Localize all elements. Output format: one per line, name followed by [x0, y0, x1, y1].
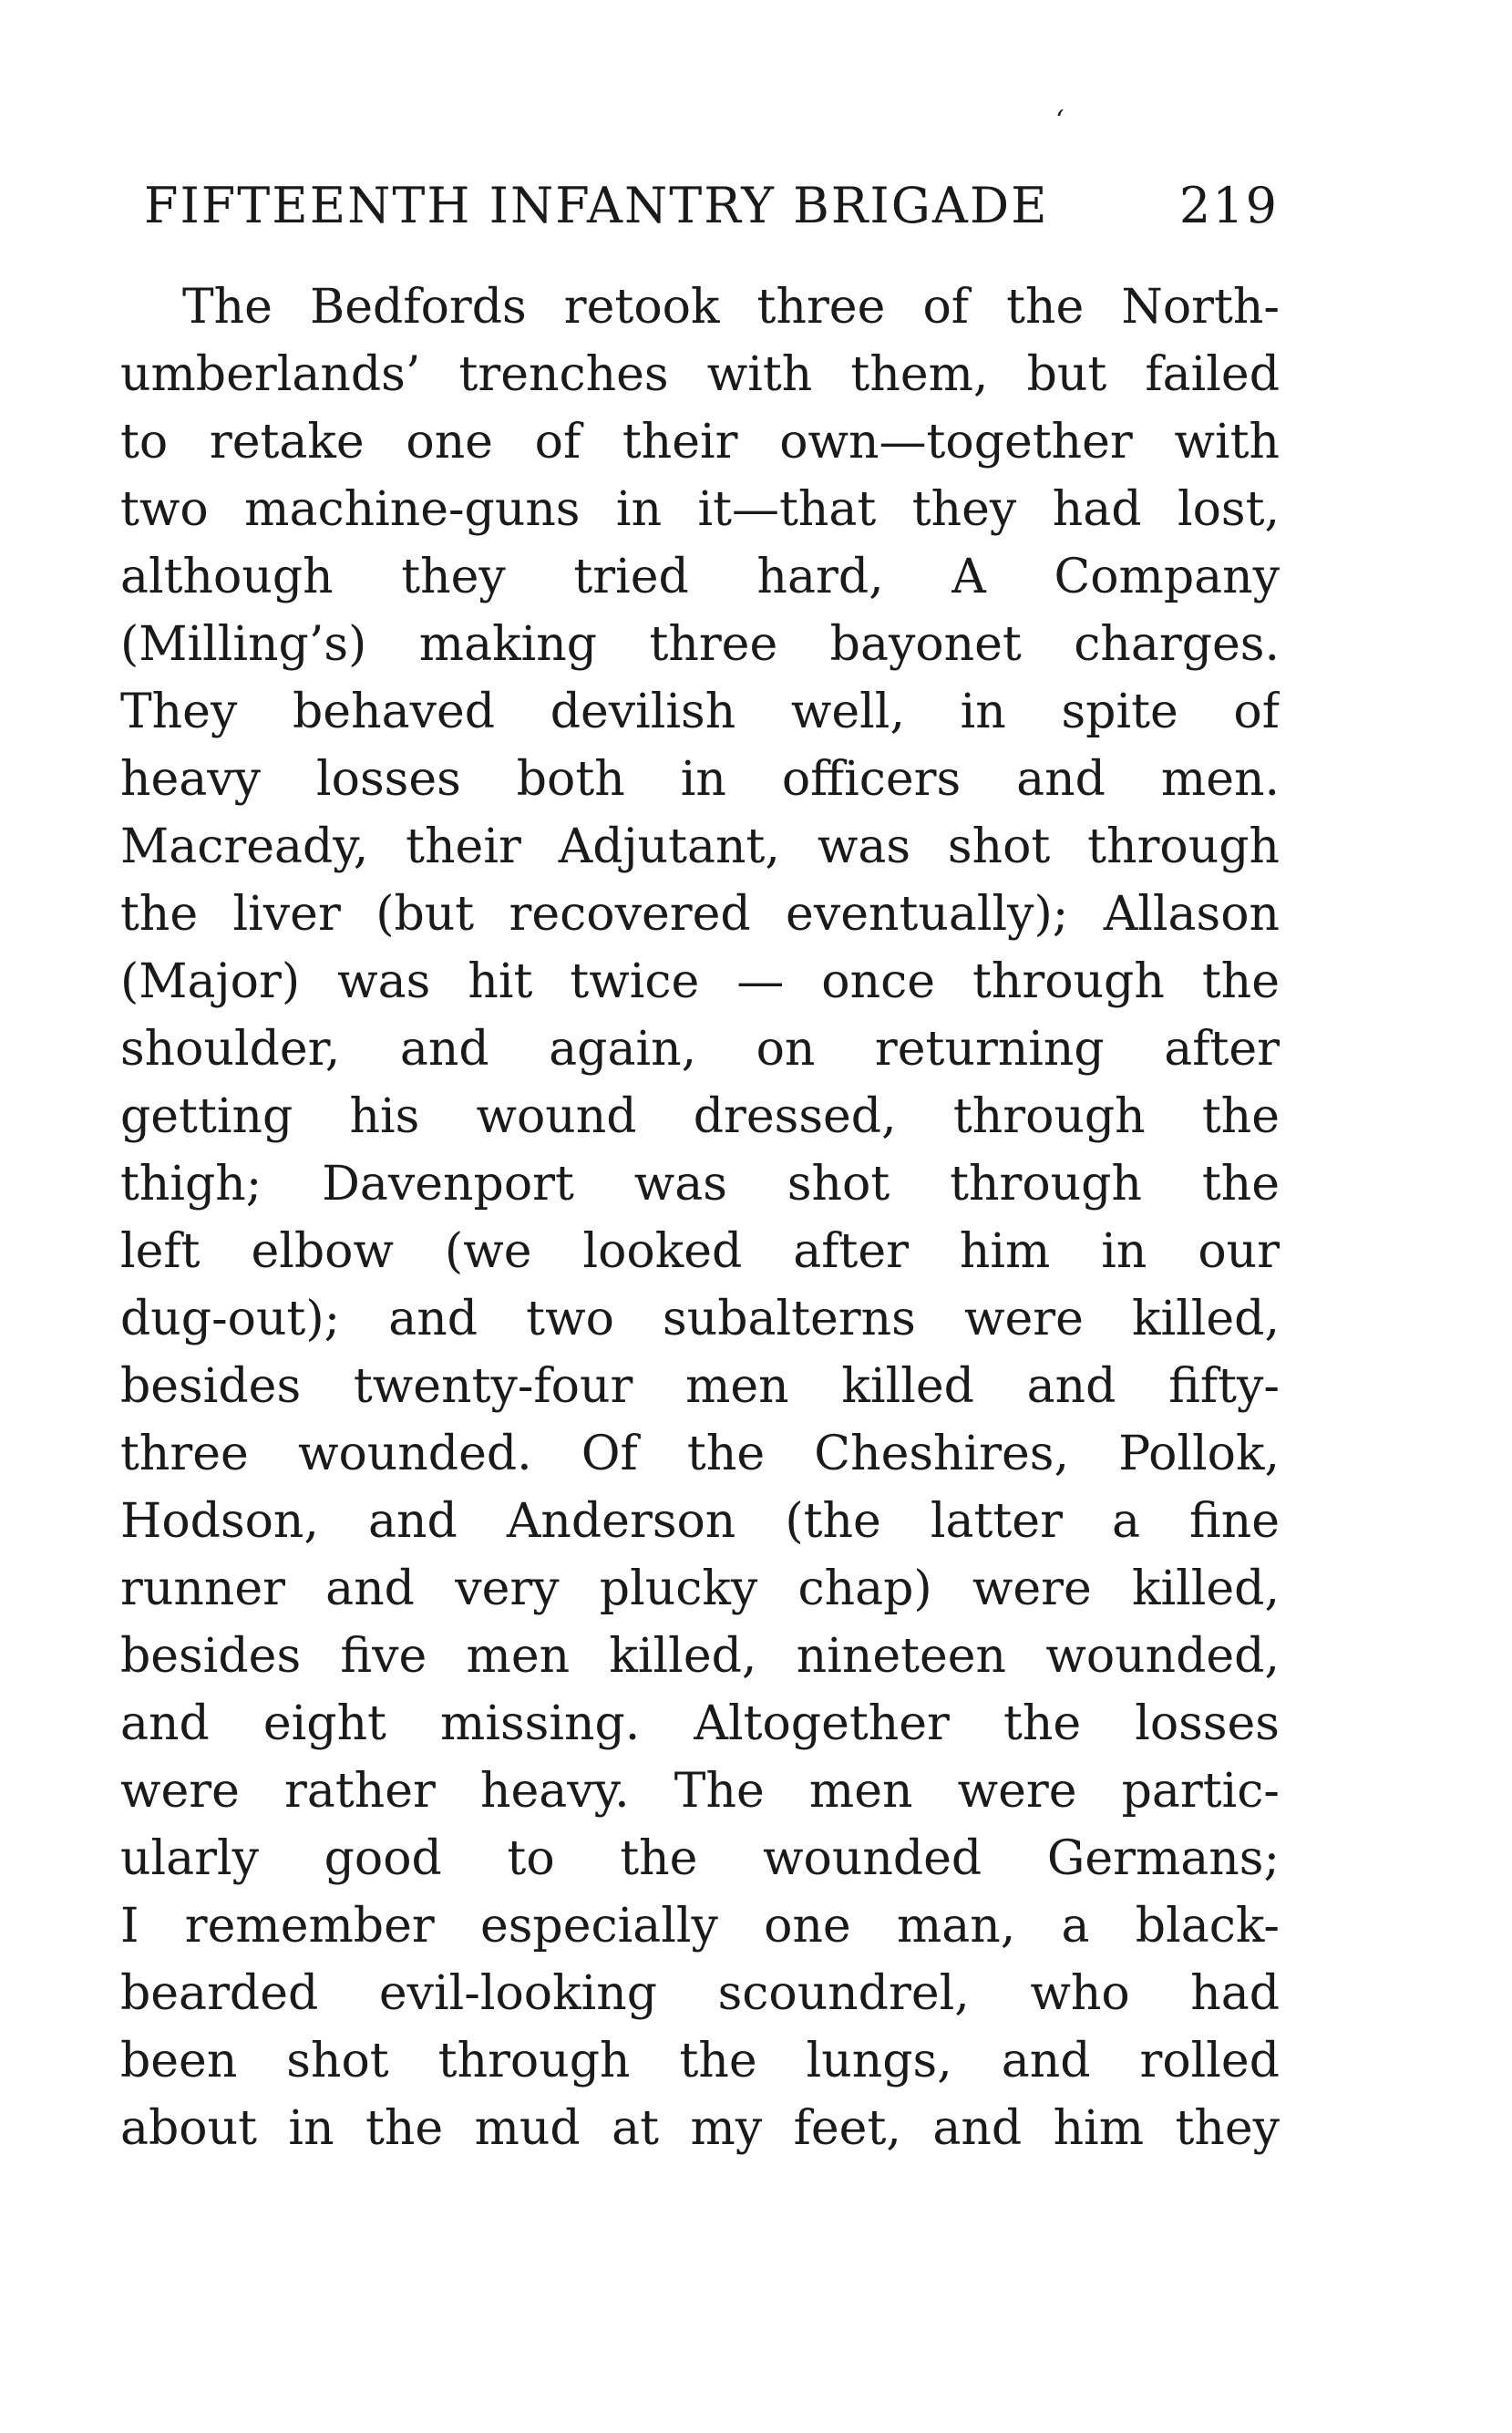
text-line: The Bedfords retook three of the North- — [182, 280, 1280, 335]
text-line: the liver (but recovered eventually); Allason — [120, 887, 1280, 942]
text-line: umberlands’ trenches with them, but failed — [120, 347, 1280, 402]
text-line: thigh; Davenport was shot through the — [120, 1157, 1280, 1211]
body-text — [120, 273, 1280, 2162]
running-head — [144, 169, 1279, 242]
text-line: to retake one of their own—together with — [120, 415, 1280, 469]
page-number: 219 — [1178, 176, 1279, 234]
text-line: besides five men killed, nineteen wounded, — [120, 1629, 1280, 1684]
text-line: runner and very plucky chap) were killed, — [120, 1562, 1280, 1616]
text-line: were rather heavy. The men were partic- — [120, 1764, 1280, 1819]
text-line: bearded evil-looking scoundrel, who had — [120, 1966, 1280, 2021]
text-line: (Major) was hit twice — once through the — [120, 954, 1280, 1009]
text-line: heavy losses both in officers and men. — [120, 752, 1280, 807]
text-line: about in the mud at my feet, and him they — [120, 2101, 1280, 2156]
text-line: left elbow (we looked after him in our — [120, 1224, 1280, 1279]
text-line: ularly good to the wounded Germans; — [120, 1831, 1280, 1886]
text-line: three wounded. Of the Cheshires, Pollok, — [120, 1427, 1280, 1481]
running-title: FIFTEENTH INFANTRY BRIGADE — [144, 176, 1049, 234]
text-line: and eight missing. Altogether the losses — [120, 1696, 1280, 1751]
text-line: Macready, their Adjutant, was shot through — [120, 820, 1280, 874]
text-line: They behaved devilish well, in spite of — [120, 685, 1280, 739]
text-line: although they tried hard, A Company — [120, 550, 1280, 604]
text-line: I remember especially one man, a black- — [120, 1899, 1280, 1954]
text-line: been shot through the lungs, and rolled — [120, 2034, 1280, 2088]
text-line: dug-out); and two subalterns were killed, — [120, 1292, 1280, 1346]
text-line: besides twenty-four men killed and fifty- — [120, 1359, 1280, 1414]
text-line: Hodson, and Anderson (the latter a fine — [120, 1494, 1280, 1549]
text-line: shoulder, and again, on returning after — [120, 1022, 1280, 1077]
text-line: getting his wound dressed, through the — [120, 1089, 1280, 1144]
stray-mark: ‘ — [1055, 105, 1065, 137]
text-line: two machine-guns in it—that they had lost, — [120, 482, 1280, 537]
text-line: (Milling’s) making three bayonet charges. — [120, 617, 1280, 672]
